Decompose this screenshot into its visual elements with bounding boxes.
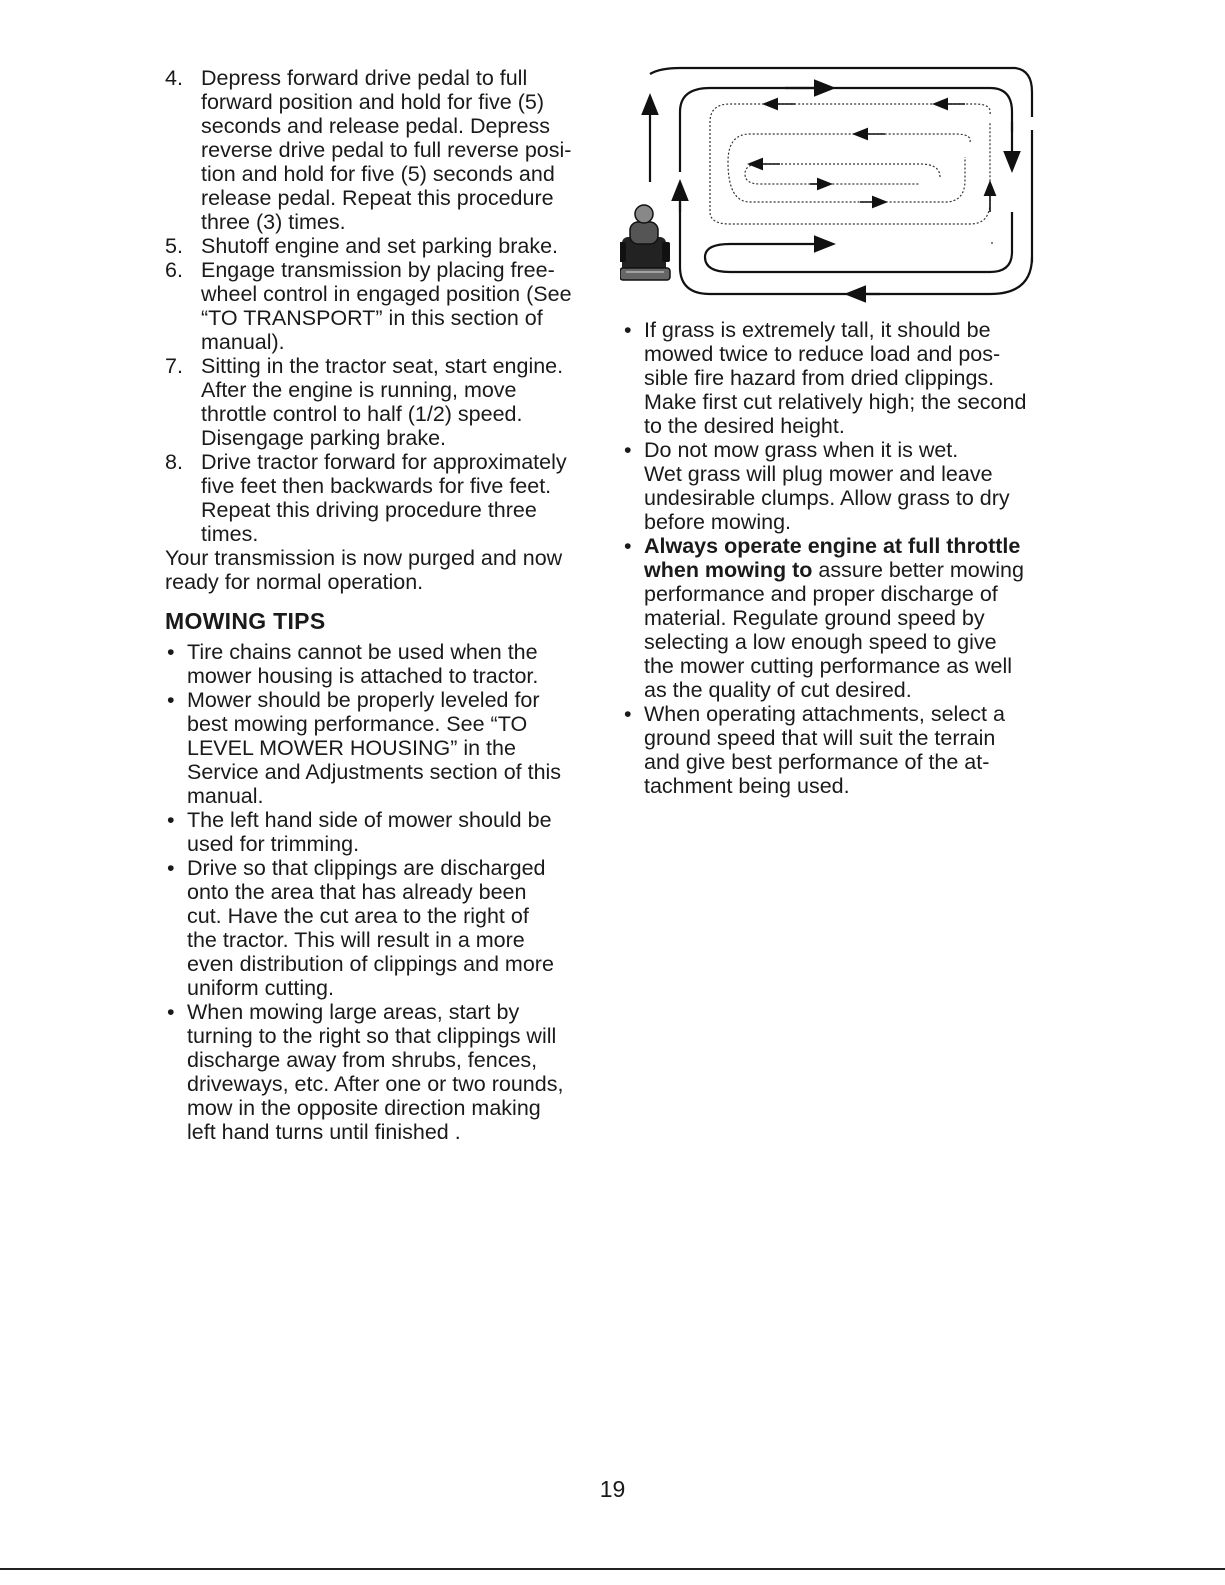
tip-line: left hand turns until finished . [187, 1120, 461, 1144]
bullet-icon: • [624, 534, 632, 558]
tip-line: the mower cutting performance as well [644, 654, 1013, 678]
step-line: wheel control in engaged position (See [201, 282, 572, 306]
tip-line: as the quality of cut desired. [644, 678, 912, 702]
tip-line: the tractor. This will result in a more [187, 928, 525, 952]
step-line: Shutoff engine and set parking brake. [201, 234, 558, 258]
step-line: tion and hold for five (5) seconds and [201, 162, 555, 186]
step-line: Repeat this driving procedure three [201, 498, 537, 522]
step-line: reverse drive pedal to full reverse posi- [201, 138, 572, 162]
tip-line: When mowing large areas, start by [187, 1000, 520, 1024]
tip-line: performance and proper discharge of [644, 582, 998, 606]
step-line: throttle control to half (1/2) speed. [201, 402, 523, 426]
tip-line: before mowing. [644, 510, 791, 534]
tip-line: onto the area that has already been [187, 880, 527, 904]
tip-line: If grass is extremely tall, it should be [644, 318, 991, 342]
step-5 [165, 234, 595, 258]
bullet-icon: • [167, 856, 175, 880]
tip-item [165, 856, 595, 1000]
tip-line: and give best performance of the at- [644, 750, 990, 774]
tip-item [622, 438, 1052, 534]
step-line: forward position and hold for five (5) [201, 90, 544, 114]
tip-line: best mowing performance. See “TO [187, 712, 528, 736]
tip-line-bold: when mowing to [644, 558, 813, 582]
mowing-pattern-diagram [620, 62, 1040, 307]
tip-line: uniform cutting. [187, 976, 334, 1000]
step-6 [165, 258, 595, 354]
bullet-icon: • [167, 1000, 175, 1024]
right-tips-list [622, 318, 1052, 798]
tip-item [165, 688, 595, 808]
tip-line: used for trimming. [187, 832, 360, 856]
step-line: Depress forward drive pedal to full [201, 66, 528, 90]
step-number: 6. [165, 258, 183, 282]
step-4 [165, 66, 595, 234]
tip-item [622, 702, 1052, 798]
step-line: Disengage parking brake. [201, 426, 447, 450]
bullet-icon: • [624, 318, 632, 342]
left-column [165, 66, 595, 1144]
tip-item [165, 640, 595, 688]
bullet-icon: • [167, 808, 175, 832]
step-number: 5. [165, 234, 183, 258]
tip-line: cut. Have the cut area to the right of [187, 904, 529, 928]
tip-line: driveways, etc. After one or two rounds, [187, 1072, 564, 1096]
purge-steps-list [165, 66, 595, 546]
step-line: five feet then backwards for five feet. [201, 474, 552, 498]
paragraph-line: Your transmission is now purged and now [165, 546, 563, 570]
tip-line: Drive so that clippings are discharged [187, 856, 546, 880]
step-line: times. [201, 522, 259, 546]
step-line: After the engine is running, move [201, 378, 517, 402]
step-line: manual). [201, 330, 285, 354]
bottom-rule [0, 1568, 1225, 1570]
tip-line-bold: Always operate engine at full throttle [644, 534, 1021, 558]
tip-line: mower housing is attached to tractor. [187, 664, 539, 688]
tip-line: mowed twice to reduce load and pos- [644, 342, 1001, 366]
tip-line: LEVEL MOWER HOUSING” in the [187, 736, 516, 760]
page-number: 19 [599, 1476, 626, 1502]
tip-line: selecting a low enough speed to give [644, 630, 997, 654]
tip-line: assure better mowing [812, 558, 1024, 582]
step-line: seconds and release pedal. Depress [201, 114, 550, 138]
tip-line: tachment being used. [644, 774, 850, 798]
step-8 [165, 450, 595, 546]
tip-line: Make first cut relatively high; the second [644, 390, 1027, 414]
tip-line: Do not mow grass when it is wet. [644, 438, 959, 462]
bullet-icon: • [624, 438, 632, 462]
tip-line: even distribution of clippings and more [187, 952, 554, 976]
tip-line: When operating attachments, select a [644, 702, 1005, 726]
step-number: 8. [165, 450, 183, 474]
mowing-tips-list [165, 640, 595, 1144]
tip-item [165, 1000, 595, 1144]
tip-line: mow in the opposite direction making [187, 1096, 541, 1120]
step-line: Sitting in the tractor seat, start engine. [201, 354, 564, 378]
step-line: three (3) times. [201, 210, 346, 234]
tip-line: discharge away from shrubs, fences, [187, 1048, 538, 1072]
mowing-tips-heading: MOWING TIPS [165, 608, 326, 634]
tip-line: Mower should be properly leveled for [187, 688, 540, 712]
tip-line: Wet grass will plug mower and leave [644, 462, 993, 486]
tip-line: sible fire hazard from dried clippings. [644, 366, 995, 390]
tip-line: turning to the right so that clippings will [187, 1024, 557, 1048]
tip-line: undesirable clumps. Allow grass to dry [644, 486, 1010, 510]
tip-line: material. Regulate ground speed by [644, 606, 985, 630]
outer-path [650, 68, 1032, 294]
tip-line: to the desired height. [644, 414, 845, 438]
bullet-icon: • [167, 688, 175, 712]
tip-line: The left hand side of mower should be [187, 808, 552, 832]
inner-dotted-paths [710, 104, 992, 244]
tip-line: Service and Adjustments section of this [187, 760, 562, 784]
closing-paragraph [165, 546, 595, 594]
step-line: Engage transmission by placing free- [201, 258, 555, 282]
paragraph-line: ready for normal operation. [165, 570, 424, 594]
step-number: 7. [165, 354, 183, 378]
step-line: Drive tractor forward for approximately [201, 450, 567, 474]
right-column [622, 318, 1052, 798]
step-7 [165, 354, 595, 450]
step-line: “TO TRANSPORT” in this section of [201, 306, 543, 330]
tip-line: manual. [187, 784, 264, 808]
tip-item [622, 318, 1052, 438]
tip-line: ground speed that will suit the terrain [644, 726, 996, 750]
tip-item-throttle [622, 534, 1052, 702]
step-line: release pedal. Repeat this procedure [201, 186, 554, 210]
tip-line: Tire chains cannot be used when the [187, 640, 538, 664]
bullet-icon: • [167, 640, 175, 664]
step-number: 4. [165, 66, 183, 90]
dotted-path-arrows [755, 104, 990, 212]
tip-item [165, 808, 595, 856]
bullet-icon: • [624, 702, 632, 726]
tractor-icon [620, 205, 670, 280]
